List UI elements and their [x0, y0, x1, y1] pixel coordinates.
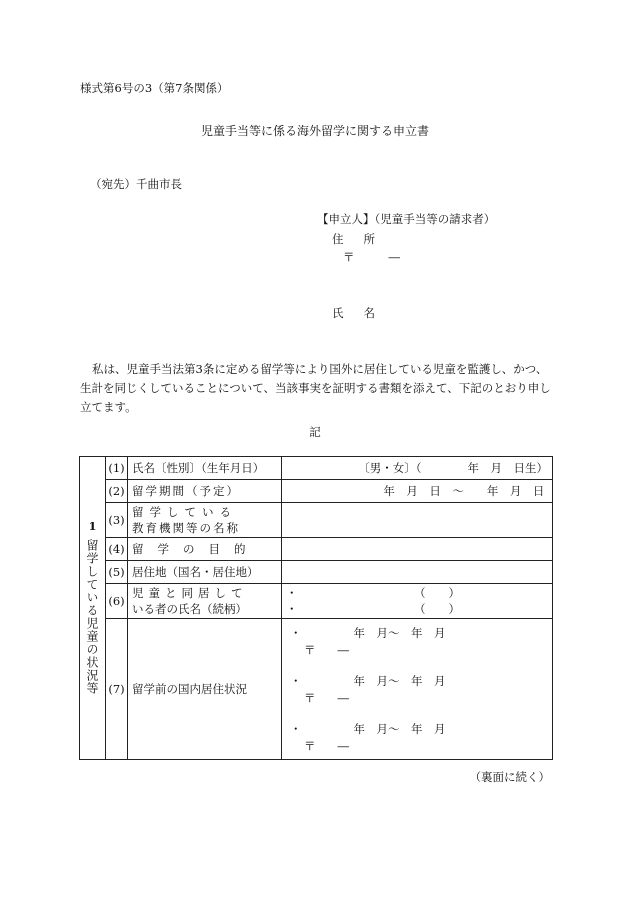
name-label-char-1: 氏: [332, 306, 344, 320]
row-label: 氏名〔性別〕（生年月日）: [128, 457, 282, 480]
bullet: ・: [290, 674, 302, 688]
row-label-line-2: 教育機関等の名称: [132, 521, 240, 535]
postal-dash: ―: [337, 739, 349, 753]
statement-paragraph: 私は、児童手当法第3条に定める留学等により国外に居住している児童を監護し、かつ、生計を同じくしていることについて、当該事実を証明する書類を添えて、下記のとおり申し立てます。: [80, 362, 551, 414]
cohabitant-line: [286, 601, 548, 617]
field-template-text: 〔男・女〕（ 年 月 日生）: [358, 461, 548, 475]
row-label: 留学前の国内居住状況: [128, 619, 282, 760]
row-number: (2): [106, 480, 128, 503]
section-number: 1: [88, 518, 97, 533]
postal-mark: 〒: [304, 739, 316, 753]
table-row: [80, 503, 553, 538]
row-label: 留学期間（予定）: [128, 480, 282, 503]
name-gender-birthdate-field[interactable]: [282, 457, 553, 480]
relationship-paren: （ ）: [414, 602, 460, 616]
bullet: ・: [286, 602, 298, 616]
row-label-line-2: いる者の氏名（続柄）: [132, 602, 247, 616]
row-number: (7): [106, 619, 128, 760]
name-label-char-2: 名: [363, 306, 375, 320]
postal-mark: 〒: [304, 643, 316, 657]
addressee: （宛先）千曲市長: [90, 177, 182, 191]
section-header-cell: [80, 457, 106, 760]
row-number: (5): [106, 561, 128, 584]
child-status-table: [79, 456, 553, 760]
table-row: [80, 619, 553, 760]
table-row: [80, 584, 553, 619]
applicant-postal-line: [343, 249, 400, 265]
cohabitant-field[interactable]: [282, 584, 553, 619]
period-template: 年 月～ 年 月: [353, 626, 446, 640]
postal-dash: ―: [337, 643, 349, 657]
row-number: (6): [106, 584, 128, 619]
table-row: [80, 561, 553, 584]
document-title: 児童手当等に係る海外留学に関する申立書: [200, 124, 429, 138]
residence-history-field[interactable]: [282, 619, 553, 760]
row-label-line-1: 留学している: [132, 505, 237, 519]
row-number: (3): [106, 503, 128, 538]
address-label-char-2: 所: [363, 232, 375, 246]
study-purpose-field[interactable]: [282, 538, 553, 561]
ki-heading: 記: [309, 425, 321, 439]
row-number: (1): [106, 457, 128, 480]
continue-note: （裏面に続く）: [469, 770, 550, 784]
residence-history-entry: [290, 721, 548, 755]
applicant-heading: 【申立人】（児童手当等の請求者）: [317, 212, 496, 226]
bullet: ・: [286, 586, 298, 600]
form-code: 様式第6号の3（第7条関係）: [80, 81, 229, 95]
postal-mark: 〒: [343, 250, 355, 264]
postal-dash: ―: [388, 250, 400, 264]
row-number: (4): [106, 538, 128, 561]
address-label-char-1: 住: [332, 232, 344, 246]
address-label: [332, 231, 375, 247]
row-label: [128, 503, 282, 538]
table-row: [80, 480, 553, 503]
period-template: 年 月～ 年 月: [353, 722, 446, 736]
row-label: [128, 584, 282, 619]
relationship-paren: （ ）: [414, 586, 460, 600]
postal-mark: 〒: [304, 691, 316, 705]
study-period-field[interactable]: [282, 480, 553, 503]
section-title: 留学している児童の状況等: [85, 538, 99, 695]
table-row: [80, 457, 553, 480]
cohabitant-line: [286, 585, 548, 601]
bullet: ・: [290, 722, 302, 736]
name-label: [332, 305, 375, 321]
row-label-line-1: 児童と同居して: [132, 586, 248, 600]
row-label: 居住地（国名・居住地）: [128, 561, 282, 584]
table-row: [80, 538, 553, 561]
institution-name-field[interactable]: [282, 503, 553, 538]
postal-dash: ―: [337, 691, 349, 705]
bullet: ・: [290, 626, 302, 640]
field-template-text: 年 月 日 ～ 年 月 日: [383, 484, 545, 498]
residence-history-entry: [290, 673, 548, 707]
period-template: 年 月～ 年 月: [353, 674, 446, 688]
row-label: 留学の目的: [128, 538, 282, 561]
residence-field[interactable]: [282, 561, 553, 584]
residence-history-entry: [290, 625, 548, 659]
